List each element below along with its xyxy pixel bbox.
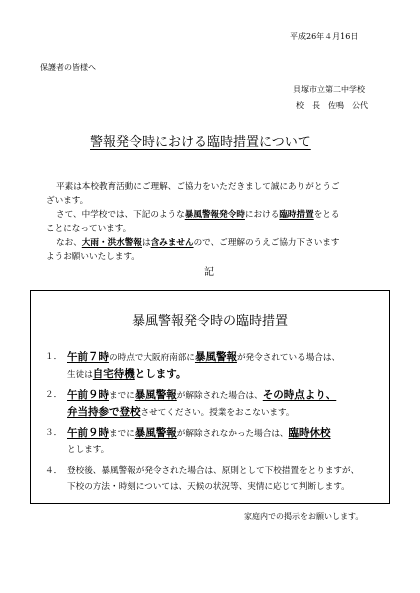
text-span: が解除されなかった場合は、 xyxy=(176,429,289,439)
paragraph-line: ざいます。 xyxy=(46,196,89,206)
text-span: が解除された場合は、 xyxy=(176,391,263,401)
measure-item-4 xyxy=(45,463,385,495)
text-span: が発令されている場合は、 xyxy=(236,353,341,363)
text-span: させてください。授業をおこないます。 xyxy=(140,408,295,418)
item-line: とします。 xyxy=(67,445,110,455)
emphasis-storm-warning: 暴風警報 xyxy=(194,351,237,363)
principal-name: 校 長 佐鳴 公代 xyxy=(296,101,368,110)
emphasis-attend-with-lunch: 弁当持参で登校 xyxy=(67,406,141,418)
document-title: 警報発令時における臨時措置について xyxy=(90,135,311,150)
item-line xyxy=(67,349,407,366)
text-span: における xyxy=(244,210,280,220)
item-line xyxy=(67,425,407,442)
item-line xyxy=(67,387,407,404)
emphasis-not-included: 含みません xyxy=(150,238,194,248)
text-span: の時点で大阪府南部に xyxy=(109,353,195,363)
paragraph-measures xyxy=(46,208,386,236)
emphasis-time: 午前９時 xyxy=(67,427,109,439)
measures-box xyxy=(30,290,390,504)
item-line: 登校後、暴風警報が発令された場合は、原則として下校措置をとりますが、 xyxy=(67,466,360,476)
text-span: は xyxy=(141,238,151,248)
paragraph-line: 平素は本校教育活動にご理解、ご協力をいただきまして誠にありがとうご xyxy=(56,182,340,192)
emphasis-storm-warning: 暴風警報発令時 xyxy=(184,210,245,220)
text-span: なお、 xyxy=(56,238,82,248)
document-date: 平成26年４月16日 xyxy=(290,32,359,41)
emphasis-from-that-point: その時点より、 xyxy=(262,389,337,401)
text-span: までに xyxy=(109,391,135,401)
paragraph-line: ようお願いいたします。 xyxy=(46,252,140,262)
box-title: 暴風警報発令時の臨時措置 xyxy=(131,314,288,329)
emphasis-rain-flood-warning: 大雨・洪水警報 xyxy=(81,238,142,248)
item-number: ２． xyxy=(45,390,63,400)
emphasis-storm-warning: 暴風警報 xyxy=(134,427,177,439)
emphasis-stay-home: 自宅待機 xyxy=(92,368,135,380)
item-line xyxy=(67,366,407,383)
paragraph-line: ことになっています。 xyxy=(46,224,132,234)
text-span: をとる xyxy=(313,210,340,220)
paragraph-line xyxy=(46,208,386,222)
footer-note: 家庭内での掲示をお願いします。 xyxy=(244,512,364,521)
emphasis-storm-warning: 暴風警報 xyxy=(134,389,177,401)
item-number: ３． xyxy=(45,428,63,438)
item-line xyxy=(67,404,407,421)
item-number: ４． xyxy=(45,466,63,476)
item-number: １． xyxy=(45,352,63,362)
text-span: さて、中学校では、下記のような xyxy=(56,210,185,220)
text-span: とします。 xyxy=(134,368,187,380)
text-span: までに xyxy=(109,429,135,439)
text-span: ので、ご理解のうえご協力下さいます xyxy=(193,238,340,248)
text-span: 生徒は xyxy=(67,370,93,380)
emphasis-time: 午前９時 xyxy=(67,389,109,401)
school-name: 貝塚市立第二中学校 xyxy=(293,85,365,94)
emphasis-time: 午前７時 xyxy=(67,351,109,363)
measure-item-1 xyxy=(45,349,385,383)
paragraph-line xyxy=(46,236,386,250)
paragraph-greeting xyxy=(46,180,386,208)
emphasis-school-closed: 臨時休校 xyxy=(288,427,331,439)
measure-item-2 xyxy=(45,387,385,421)
paragraph-note xyxy=(46,236,386,264)
emphasis-temporary-measure: 臨時措置 xyxy=(279,210,314,220)
addressee: 保護者の皆様へ xyxy=(40,63,96,72)
measure-item-3 xyxy=(45,425,385,458)
ki-marker: 記 xyxy=(204,267,214,278)
item-line: 下校の方法・時刻については、天候の状況等、実情に応じて判断します。 xyxy=(67,482,350,492)
